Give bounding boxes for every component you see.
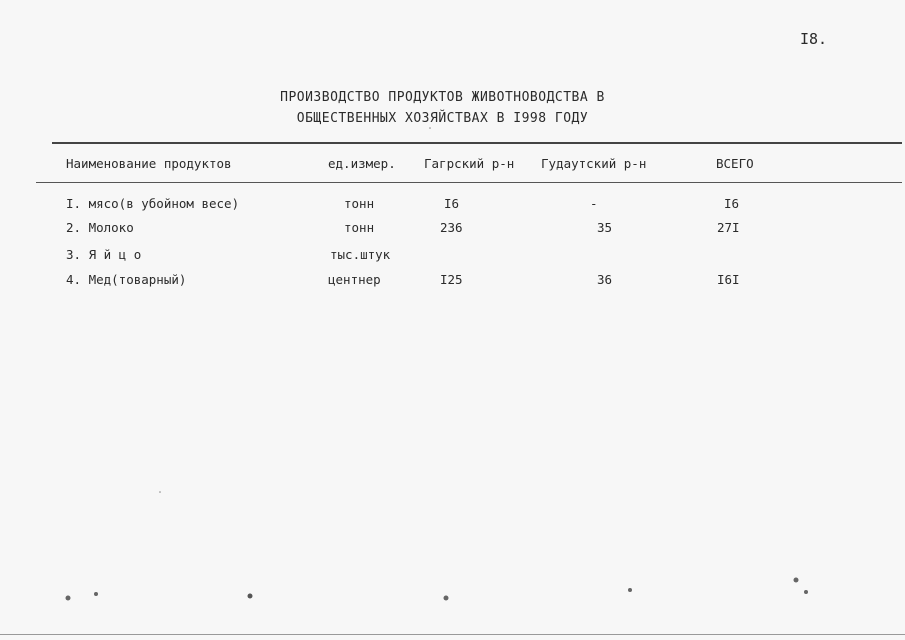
row-gudauta: -	[590, 196, 598, 211]
page-number: I8.	[800, 30, 828, 48]
table-top-rule	[52, 142, 902, 144]
row-name: 2. Молоко	[66, 220, 134, 235]
header-total: ВСЕГО	[716, 156, 754, 171]
header-bottom-rule	[36, 182, 902, 183]
row-gudauta: 35	[597, 220, 613, 235]
row-gagra: 236	[440, 220, 463, 235]
row-unit: тонн	[344, 196, 375, 211]
row-name: I. мясо(в убойном весе)	[66, 196, 240, 211]
row-unit: центнер	[328, 272, 381, 287]
row-unit: тыс.штук	[330, 247, 391, 262]
header-unit: ед.измер.	[328, 156, 396, 171]
page-bottom-edge	[0, 634, 905, 635]
row-total: I6	[724, 196, 740, 211]
row-name: 4. Мед(товарный)	[66, 272, 187, 287]
row-gagra: I6	[444, 196, 460, 211]
row-total: 27I	[717, 220, 740, 235]
row-unit: тонн	[344, 220, 375, 235]
row-name: 3. Я й ц о	[66, 247, 142, 262]
header-gudauta: Гудаутский р-н	[541, 156, 647, 171]
header-gagra: Гагрский р-н	[424, 156, 515, 171]
row-gudauta: 36	[597, 272, 613, 287]
header-name: Наименование продуктов	[66, 156, 232, 171]
title-line-1: ПРОИЗВОДСТВО ПРОДУКТОВ ЖИВОТНОВОДСТВА В	[280, 90, 605, 105]
row-gagra: I25	[440, 272, 463, 287]
title-line-2: ОБЩЕСТВЕННЫХ ХОЗЯЙСТВАХ В I998 ГОДУ	[296, 111, 589, 126]
row-total: I6I	[717, 272, 740, 287]
